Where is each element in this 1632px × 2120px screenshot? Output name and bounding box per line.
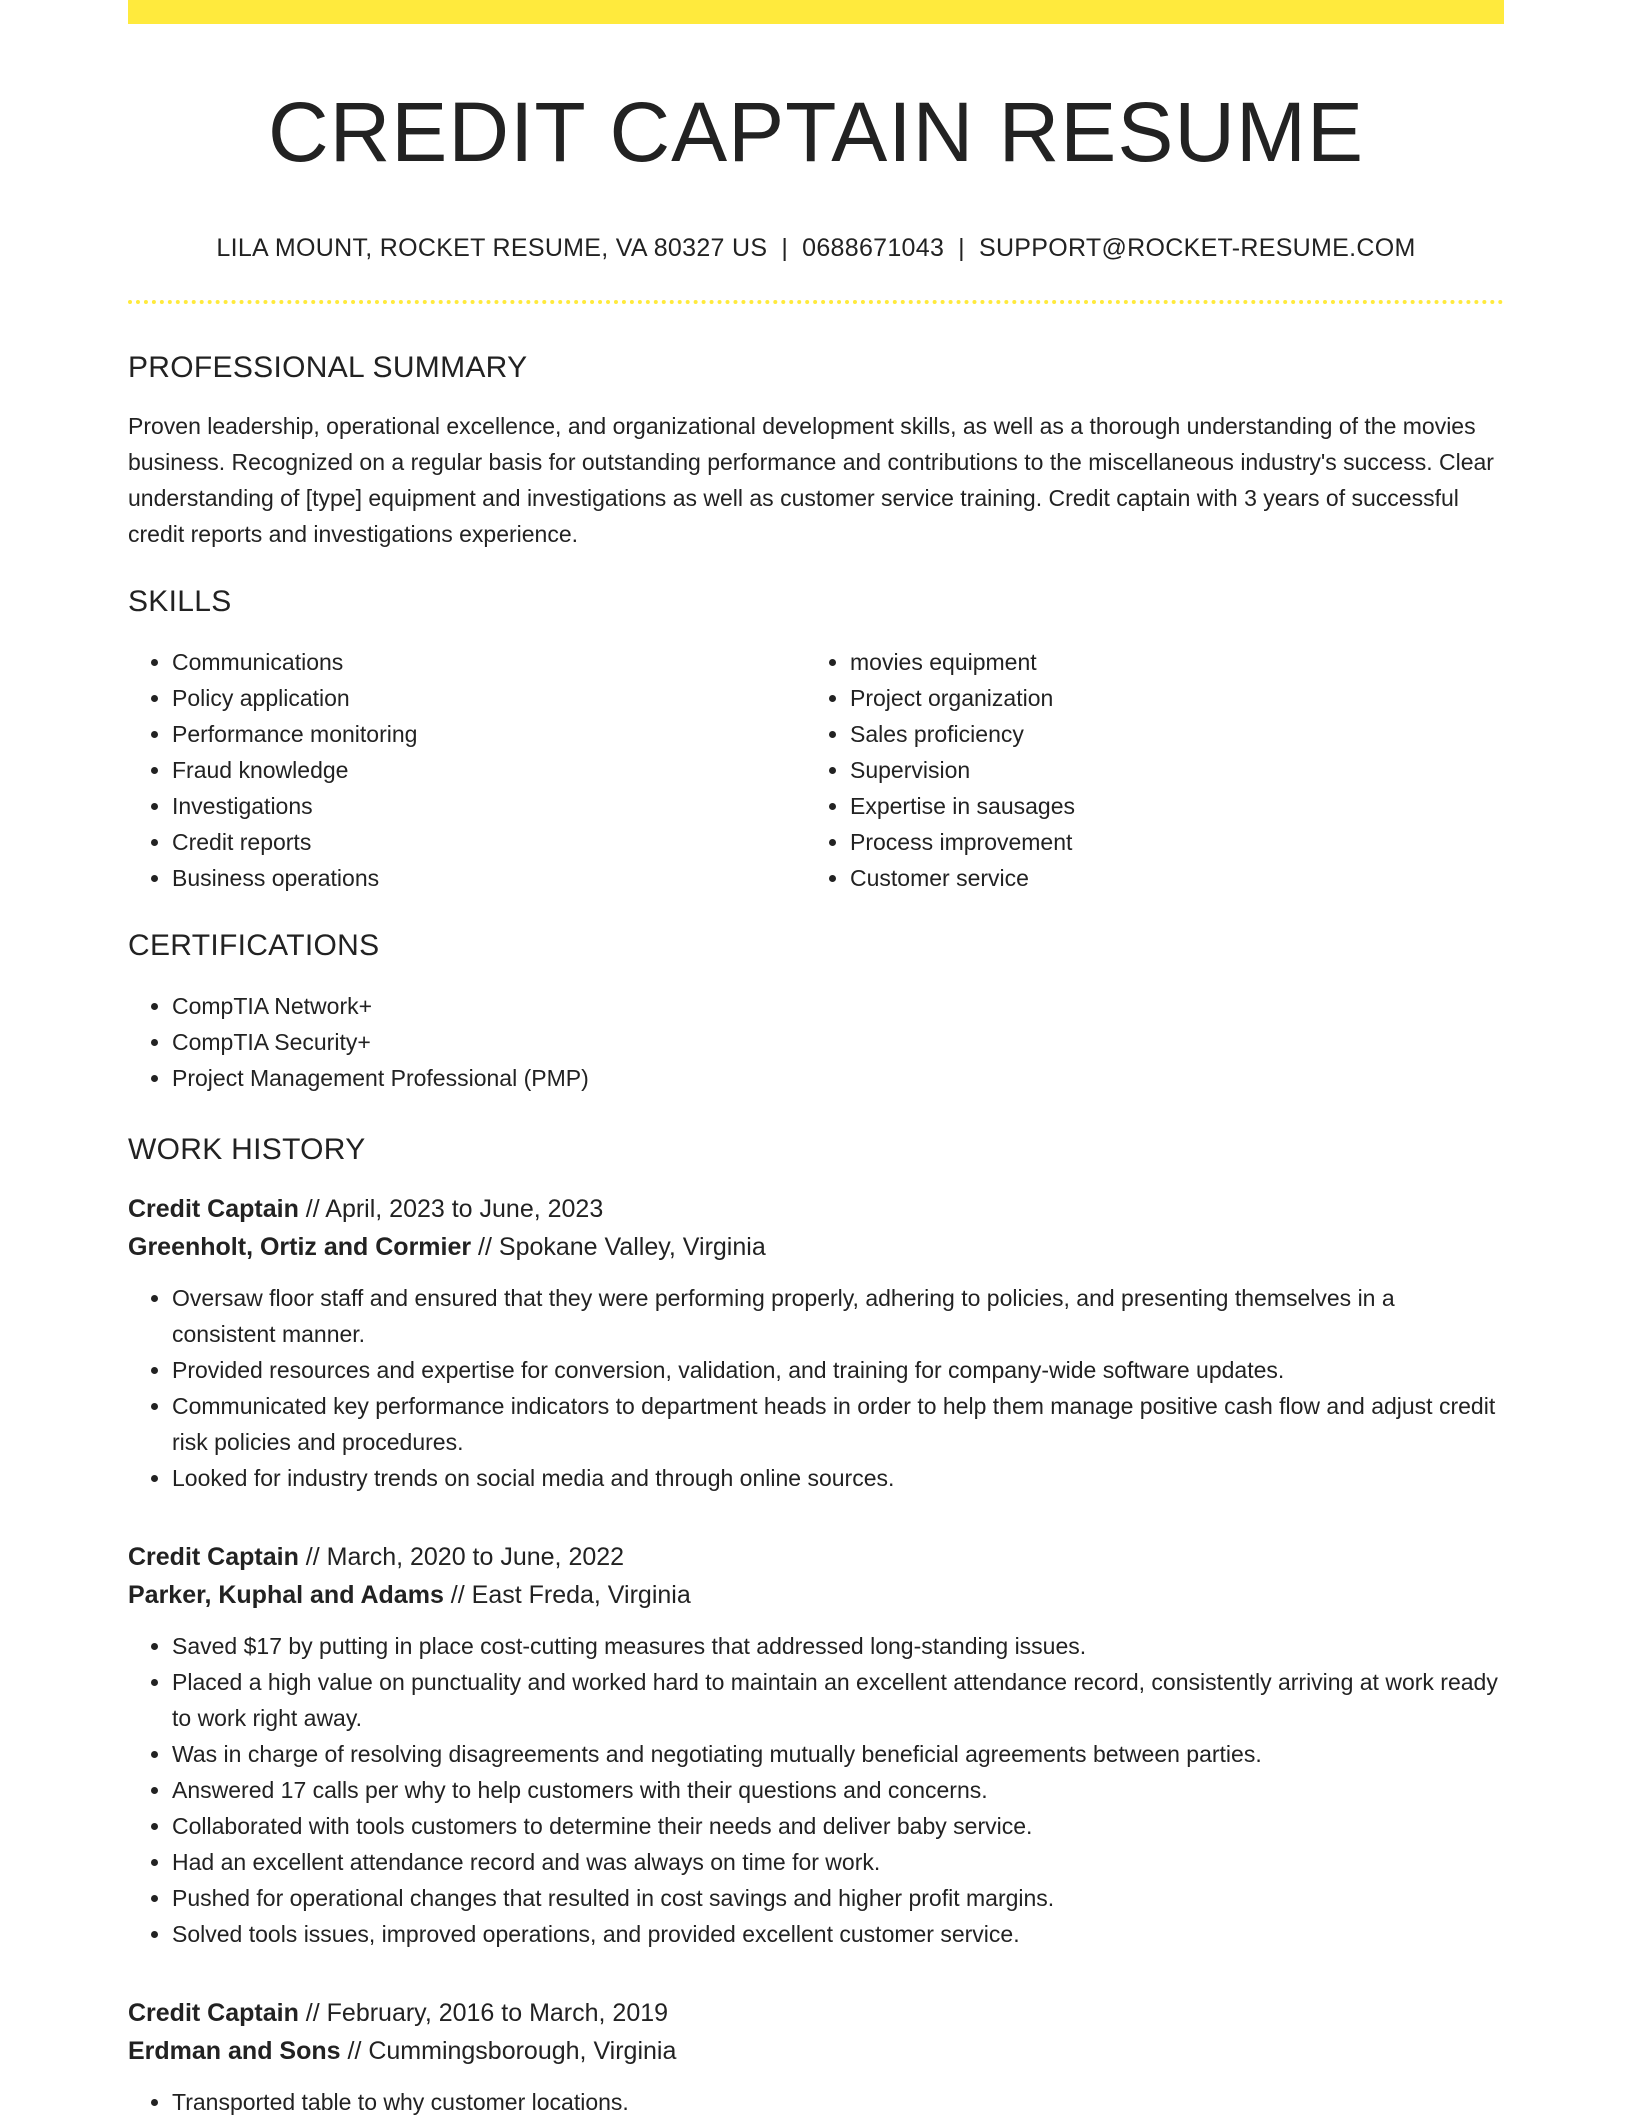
skill-item: • Communications bbox=[172, 644, 806, 680]
contact-separator: | bbox=[958, 234, 965, 262]
certification-item: • CompTIA Security+ bbox=[172, 1024, 1504, 1060]
certifications-list bbox=[128, 988, 1504, 1096]
contact-phone: 0688671043 bbox=[802, 234, 945, 262]
job-bullet: • Transported table to why customer locations. bbox=[172, 2084, 1504, 2120]
job-company: Parker, Kuphal and Adams bbox=[128, 1581, 444, 1609]
job-bullet: • Had an excellent attendance record and was always on time for work. bbox=[172, 1844, 1504, 1880]
skill-item: • Credit reports bbox=[172, 824, 806, 860]
job-bullet: • Solved tools issues, improved operations, and provided excellent customer service. bbox=[172, 1916, 1504, 1952]
dotted-divider bbox=[128, 300, 1504, 304]
skill-item: • Policy application bbox=[172, 680, 806, 716]
skill-item: • Business operations bbox=[172, 860, 806, 896]
skill-item: • Supervision bbox=[850, 752, 1484, 788]
job-entry bbox=[128, 1190, 1504, 1496]
job-bullets bbox=[128, 1280, 1504, 1496]
work-history-list bbox=[128, 1190, 1504, 2120]
accent-top-bar bbox=[128, 0, 1504, 24]
job-dates: // March, 2020 to June, 2022 bbox=[298, 1543, 625, 1571]
contact-separator: | bbox=[781, 234, 789, 262]
work-history-heading: WORK HISTORY bbox=[128, 1133, 366, 1166]
skill-item: • Customer service bbox=[850, 860, 1484, 896]
contact-address: LILA MOUNT, ROCKET RESUME, VA 80327 US bbox=[216, 234, 768, 262]
job-company-line bbox=[128, 1576, 1504, 1614]
job-bullet: • Placed a high value on punctuality and worked hard to maintain an excellent attendance record, consistently arriving at work ready to work right away. bbox=[172, 1664, 1504, 1736]
skills-heading: SKILLS bbox=[128, 585, 232, 618]
skill-item: • Project organization bbox=[850, 680, 1484, 716]
job-company: Erdman and Sons bbox=[128, 2037, 341, 2065]
skills-columns bbox=[128, 644, 1504, 896]
job-title-line bbox=[128, 1538, 1504, 1576]
skills-list-left bbox=[128, 644, 806, 896]
job-title-line bbox=[128, 1190, 1504, 1228]
certification-item: • Project Management Professional (PMP) bbox=[172, 1060, 1504, 1096]
job-location: // Cummingsborough, Virginia bbox=[340, 2037, 677, 2065]
resume-title: CREDIT CAPTAIN RESUME bbox=[267, 85, 1365, 179]
job-bullet: • Pushed for operational changes that resulted in cost savings and higher profit margins. bbox=[172, 1880, 1504, 1916]
summary-heading: PROFESSIONAL SUMMARY bbox=[128, 351, 528, 384]
job-location: // East Freda, Virginia bbox=[443, 1581, 691, 1609]
job-entry bbox=[128, 1994, 1504, 2120]
skill-item: • Expertise in sausages bbox=[850, 788, 1484, 824]
job-bullet: • Was in charge of resolving disagreements and negotiating mutually beneficial agreements between parties. bbox=[172, 1736, 1504, 1772]
skills-list-right bbox=[806, 644, 1484, 896]
summary-text: Proven leadership, operational excellence, and organizational development skills, as well as a thorough understanding of the movies business. Recognized on a regular basis for outstanding performance and contributions to the miscellaneous industry's success. Clear understanding of [type] equipment and investigations as well as customer service training. Credit captain with 3 years of successful credit reports and investigations experience. bbox=[128, 413, 1494, 547]
certification-item: • CompTIA Network+ bbox=[172, 988, 1504, 1024]
certifications-heading: CERTIFICATIONS bbox=[128, 929, 380, 962]
job-bullet: • Answered 17 calls per why to help customers with their questions and concerns. bbox=[172, 1772, 1504, 1808]
resume-page bbox=[128, 0, 1504, 2120]
skill-item: • Investigations bbox=[172, 788, 806, 824]
job-bullet: • Provided resources and expertise for conversion, validation, and training for company-wide software updates. bbox=[172, 1352, 1504, 1388]
job-title: Credit Captain bbox=[128, 1195, 299, 1223]
job-title: Credit Captain bbox=[128, 1999, 299, 2027]
job-company-line bbox=[128, 2032, 1504, 2070]
skill-item: • Fraud knowledge bbox=[172, 752, 806, 788]
job-bullets bbox=[128, 1628, 1504, 1952]
job-dates: // February, 2016 to March, 2019 bbox=[298, 1999, 669, 2027]
contact-email: SUPPORT@ROCKET-RESUME.COM bbox=[978, 234, 1416, 262]
job-dates: // April, 2023 to June, 2023 bbox=[298, 1195, 604, 1223]
job-company-line bbox=[128, 1228, 1504, 1266]
job-company: Greenholt, Ortiz and Cormier bbox=[128, 1233, 472, 1261]
job-bullet: • Saved $17 by putting in place cost-cutting measures that addressed long-standing issues. bbox=[172, 1628, 1504, 1664]
skill-item: • Performance monitoring bbox=[172, 716, 806, 752]
job-bullets bbox=[128, 2084, 1504, 2120]
skill-item: • Process improvement bbox=[850, 824, 1484, 860]
job-title-line bbox=[128, 1994, 1504, 2032]
contact-line bbox=[128, 232, 1504, 264]
job-entry bbox=[128, 1538, 1504, 1952]
skill-item: • movies equipment bbox=[850, 644, 1484, 680]
job-location: // Spokane Valley, Virginia bbox=[471, 1233, 766, 1261]
skill-item: • Sales proficiency bbox=[850, 716, 1484, 752]
job-bullet: • Communicated key performance indicators to department heads in order to help them manage positive cash flow and adjust credit risk policies and procedures. bbox=[172, 1388, 1504, 1460]
job-bullet: • Collaborated with tools customers to determine their needs and deliver baby service. bbox=[172, 1808, 1504, 1844]
job-bullet: • Looked for industry trends on social media and through online sources. bbox=[172, 1460, 1504, 1496]
job-title: Credit Captain bbox=[128, 1543, 299, 1571]
job-bullet: • Oversaw floor staff and ensured that they were performing properly, adhering to policies, and presenting themselves in a consistent manner. bbox=[172, 1280, 1504, 1352]
